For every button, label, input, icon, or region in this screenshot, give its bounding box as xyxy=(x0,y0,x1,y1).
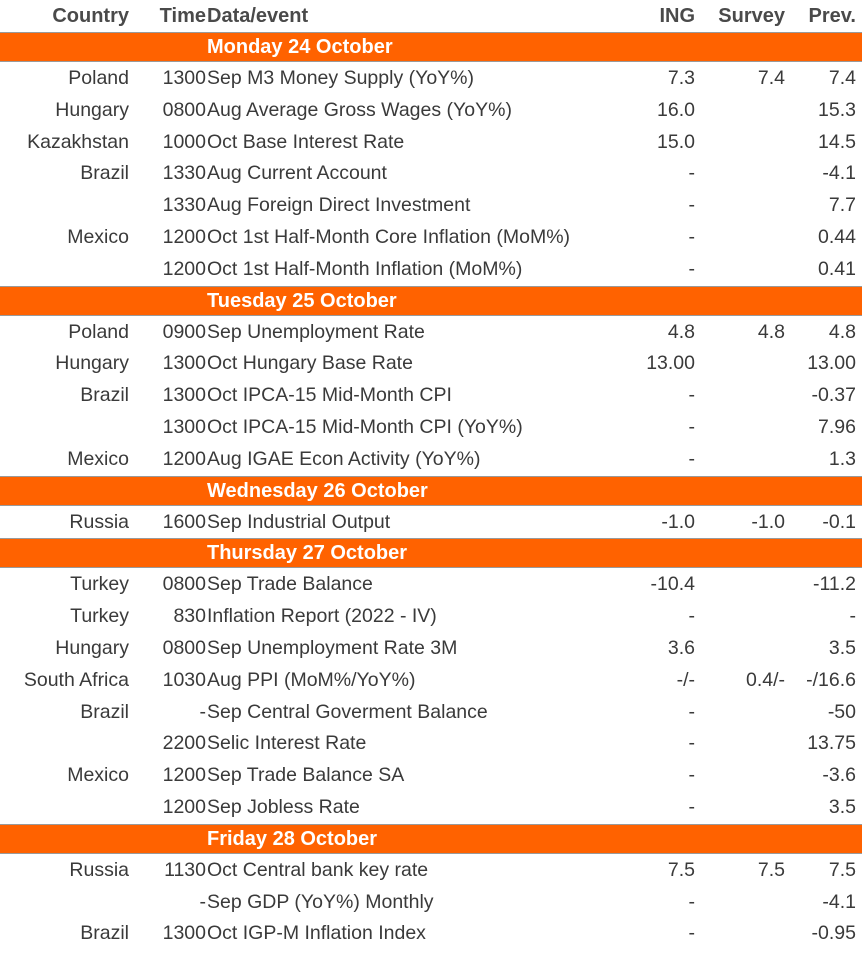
country-cell: Brazil xyxy=(80,384,129,407)
event-cell: Sep Trade Balance SA xyxy=(207,764,405,787)
event-cell: Sep M3 Money Supply (YoY%) xyxy=(207,67,475,89)
time-cell: 1200 xyxy=(162,796,206,818)
day-label: Monday 24 October xyxy=(207,36,393,58)
table-row xyxy=(0,569,862,601)
survey-cell: 4.8 xyxy=(757,320,785,343)
ing-forecast-cell: - xyxy=(688,605,695,628)
previous-cell: -0.37 xyxy=(811,384,856,407)
event-cell: Oct Base Interest Rate xyxy=(207,130,405,153)
day-label: Wednesday 26 October xyxy=(207,479,428,502)
day-label: Tuesday 25 October xyxy=(207,289,397,312)
ing-forecast-cell: - xyxy=(688,384,695,407)
event-cell: Oct IPCA-15 Mid-Month CPI (YoY%) xyxy=(207,416,523,438)
time-cell: 1200 xyxy=(162,257,206,280)
previous-cell: 3.5 xyxy=(828,796,856,818)
event-cell: Aug IGAE Econ Activity (YoY%) xyxy=(207,447,481,470)
table-row xyxy=(0,507,862,539)
header-country: Country xyxy=(52,5,129,27)
time-cell: 1300 xyxy=(162,416,206,438)
header-prev: Prev. xyxy=(808,5,856,27)
ing-forecast-cell: - xyxy=(688,416,695,438)
time-cell: 2200 xyxy=(162,732,206,755)
ing-forecast-cell: -1.0 xyxy=(661,510,695,533)
table-row xyxy=(0,601,862,633)
time-cell: 1000 xyxy=(162,130,206,153)
country-cell: Hungary xyxy=(55,98,129,121)
table-row xyxy=(0,855,862,887)
country-cell: Brazil xyxy=(80,700,129,723)
time-cell: 0900 xyxy=(162,320,206,343)
ing-forecast-cell: - xyxy=(688,162,695,185)
event-cell: Sep Trade Balance xyxy=(207,573,373,596)
day-label: Thursday 27 October xyxy=(207,542,408,565)
time-cell: 1300 xyxy=(162,922,206,945)
previous-cell: -11.2 xyxy=(813,573,856,596)
time-cell: 830 xyxy=(173,605,206,628)
table-row xyxy=(0,254,862,286)
ing-forecast-cell: - xyxy=(688,257,695,280)
event-cell: Oct Central bank key rate xyxy=(207,858,429,881)
event-cell: Selic Interest Rate xyxy=(207,732,367,755)
table-row xyxy=(0,127,862,159)
event-cell: Aug Foreign Direct Investment xyxy=(207,194,471,217)
day-header xyxy=(0,286,862,316)
country-cell: Mexico xyxy=(67,764,129,787)
table-row xyxy=(0,95,862,127)
country-cell: Turkey xyxy=(70,605,129,628)
table-row xyxy=(0,760,862,792)
previous-cell: 15.3 xyxy=(818,98,856,121)
time-cell: 1300 xyxy=(162,384,206,407)
country-cell: Hungary xyxy=(55,637,129,659)
table-row xyxy=(0,633,862,665)
day-header xyxy=(0,538,862,568)
table-row xyxy=(0,444,862,476)
previous-cell: -0.1 xyxy=(822,510,856,533)
time-cell: 1330 xyxy=(162,194,206,217)
event-cell: Sep Unemployment Rate 3M xyxy=(207,637,458,659)
ing-forecast-cell: - xyxy=(688,700,695,723)
previous-cell: 14.5 xyxy=(818,130,856,153)
country-cell: Mexico xyxy=(67,447,129,470)
country-cell: Mexico xyxy=(67,226,129,248)
time-cell: 1600 xyxy=(162,510,206,533)
previous-cell: 7.96 xyxy=(818,416,856,438)
country-cell: Brazil xyxy=(80,162,129,185)
table-row xyxy=(0,697,862,729)
table-row xyxy=(0,222,862,254)
ing-forecast-cell: - xyxy=(688,922,695,945)
time-cell: 1200 xyxy=(162,226,206,248)
country-cell: Kazakhstan xyxy=(27,130,129,153)
event-cell: Aug PPI (MoM%/YoY%) xyxy=(207,668,416,691)
survey-cell: 7.5 xyxy=(757,858,785,881)
previous-cell: 0.44 xyxy=(818,226,856,248)
country-cell: South Africa xyxy=(23,668,129,691)
previous-cell: -3.6 xyxy=(822,764,856,787)
day-header xyxy=(0,824,862,854)
ing-forecast-cell: - xyxy=(688,447,695,470)
time-cell: 1200 xyxy=(162,447,206,470)
header-survey: Survey xyxy=(718,5,785,27)
ing-forecast-cell: 7.3 xyxy=(667,67,695,89)
header-ing: ING xyxy=(659,5,695,27)
time-cell: 1330 xyxy=(162,162,206,185)
previous-cell: - xyxy=(849,605,856,628)
time-cell: 1300 xyxy=(162,67,206,89)
previous-cell: 3.5 xyxy=(828,637,856,659)
ing-forecast-cell: - xyxy=(688,732,695,755)
ing-forecast-cell: - xyxy=(688,764,695,787)
previous-cell: -50 xyxy=(827,700,856,723)
table-row xyxy=(0,348,862,380)
previous-cell: 7.5 xyxy=(828,858,856,881)
previous-cell: 7.7 xyxy=(828,194,856,217)
event-cell: Sep Unemployment Rate xyxy=(207,320,425,343)
previous-cell: 13.00 xyxy=(807,352,856,375)
time-cell: 0800 xyxy=(162,98,206,121)
day-header xyxy=(0,32,862,62)
country-cell: Turkey xyxy=(70,573,129,596)
table-row xyxy=(0,158,862,190)
ing-forecast-cell: -/- xyxy=(676,668,695,691)
event-cell: Aug Current Account xyxy=(207,162,387,185)
header-event: Data/event xyxy=(207,5,309,27)
time-cell: 1300 xyxy=(162,352,206,375)
table-row xyxy=(0,728,862,760)
time-cell: 1200 xyxy=(162,764,206,787)
ing-forecast-cell: - xyxy=(688,226,695,248)
event-cell: Oct IPCA-15 Mid-Month CPI xyxy=(207,384,452,407)
ing-forecast-cell: -10.4 xyxy=(650,573,695,596)
table-row xyxy=(0,317,862,349)
time-cell: 1030 xyxy=(162,668,206,691)
previous-cell: -0.95 xyxy=(811,922,856,945)
country-cell: Hungary xyxy=(55,352,129,375)
event-cell: Sep Central Goverment Balance xyxy=(207,700,488,723)
previous-cell: -/16.6 xyxy=(806,668,856,691)
previous-cell: 1.3 xyxy=(828,447,856,470)
ing-forecast-cell: 3.6 xyxy=(667,637,695,659)
table-row xyxy=(0,918,862,950)
event-cell: Oct 1st Half-Month Core Inflation (MoM%) xyxy=(207,226,571,248)
survey-cell: 7.4 xyxy=(757,67,785,89)
header-row xyxy=(0,0,862,32)
table-row xyxy=(0,792,862,824)
survey-cell: 0.4/- xyxy=(745,668,785,691)
event-cell: Oct IGP-M Inflation Index xyxy=(207,922,426,945)
table-row xyxy=(0,665,862,697)
country-cell: Poland xyxy=(68,67,129,89)
previous-cell: 13.75 xyxy=(807,732,856,755)
table-row xyxy=(0,380,862,412)
table-row xyxy=(0,887,862,919)
previous-cell: -4.1 xyxy=(822,890,856,913)
country-cell: Brazil xyxy=(80,922,129,945)
ing-forecast-cell: 15.0 xyxy=(657,130,695,153)
event-cell: Sep GDP (YoY%) Monthly xyxy=(207,890,434,913)
previous-cell: 4.8 xyxy=(828,320,856,343)
previous-cell: -4.1 xyxy=(822,162,856,185)
previous-cell: 7.4 xyxy=(828,67,856,89)
ing-forecast-cell: 7.5 xyxy=(667,858,695,881)
event-cell: Oct 1st Half-Month Inflation (MoM%) xyxy=(207,257,523,280)
table-row xyxy=(0,412,862,444)
ing-forecast-cell: - xyxy=(688,890,695,913)
time-cell: 0800 xyxy=(162,637,206,659)
ing-forecast-cell: 16.0 xyxy=(657,98,695,121)
day-header xyxy=(0,476,862,506)
event-cell: Sep Industrial Output xyxy=(207,510,391,533)
table-row xyxy=(0,63,862,95)
day-label: Friday 28 October xyxy=(207,827,378,850)
table-row xyxy=(0,190,862,222)
survey-cell: -1.0 xyxy=(751,510,785,533)
ing-forecast-cell: - xyxy=(688,796,695,818)
previous-cell: 0.41 xyxy=(818,257,856,280)
ing-forecast-cell: 4.8 xyxy=(667,320,695,343)
ing-forecast-cell: - xyxy=(688,194,695,217)
time-cell: 1130 xyxy=(164,858,206,881)
country-cell: Russia xyxy=(69,510,129,533)
event-cell: Oct Hungary Base Rate xyxy=(207,352,413,375)
event-cell: Sep Jobless Rate xyxy=(207,796,360,818)
ing-forecast-cell: 13.00 xyxy=(646,352,695,375)
country-cell: Poland xyxy=(68,320,129,343)
header-time: Time xyxy=(159,5,206,27)
event-cell: Aug Average Gross Wages (YoY%) xyxy=(207,98,512,121)
time-cell: - xyxy=(199,890,206,913)
time-cell: - xyxy=(199,700,206,723)
time-cell: 0800 xyxy=(162,573,206,596)
event-cell: Inflation Report (2022 - IV) xyxy=(207,605,437,628)
country-cell: Russia xyxy=(69,858,129,881)
